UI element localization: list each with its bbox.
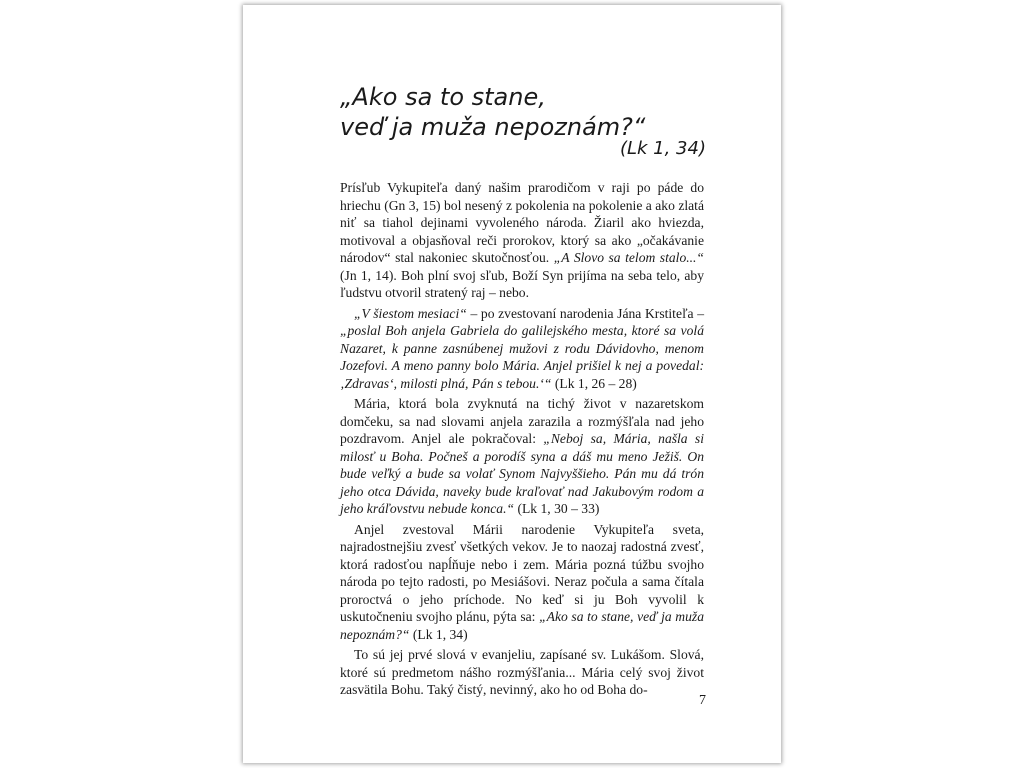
italic-text-run: „A Slovo sa telom stalo...“ bbox=[553, 250, 704, 265]
paragraph bbox=[340, 646, 704, 699]
chapter-title-line-1: „Ako sa to stane, bbox=[340, 83, 546, 111]
book-page bbox=[243, 5, 781, 763]
text-run: To sú jej prvé slová v evanjeliu, zapísané sv. Lukášom. Slová, ktoré sú predmetom nášho rozmýšľania... Mária celý svoj život zasvätila Bohu. Taký čistý, nevinný, ako ho od Boha do- bbox=[340, 647, 704, 697]
paragraph bbox=[340, 395, 704, 518]
italic-text-run: „V šiestom mesiaci“ bbox=[354, 305, 467, 321]
text-run: (Lk 1, 26 – 28) bbox=[551, 375, 637, 391]
text-run: (Jn 1, 14). Boh plní svoj sľub, Boží Syn prijíma na seba telo, aby ľudstvu otvoril stratený raj – nebo. bbox=[340, 267, 704, 300]
chapter-title-line-2: veď ja muža nepoznám?“ bbox=[340, 113, 646, 141]
chapter-reference: (Lk 1, 34) bbox=[619, 138, 706, 159]
text-run: – po zvestovaní narodenia Jána Krstiteľa – bbox=[466, 305, 704, 321]
body-text bbox=[340, 179, 704, 702]
italic-text-run: „Neboj sa, Mária, našla si milosť u Boha. Počneš a porodíš syna a dáš mu meno Ježiš. On bude veľký a bude sa volať Synom Najvyššieho. Pán mu dá trón jeho otca Dávida, naveky bude kraľovať nad Jakubovým rodom a jeho kráľovstvu nebude konca.“ bbox=[340, 431, 704, 516]
italic-text-run: „poslal Boh anjela Gabriela do galilejského mesta, ktoré sa volá Nazaret, k panne zasnúbenej mužovi z rodu Dávidovho, menom Jozefovi. A meno panny bolo Mária. Anjel prišiel k nej a povedal: ‚Zdravas‘, milosti plná, Pán s tebou.‘“ bbox=[340, 323, 704, 391]
text-run: Anjel zvestoval Márii narodenie Vykupiteľa sveta, najradostnejšiu zvesť všetkých vekov. Je to naozaj radostná zvesť, ktorá radosťou napĺňuje nebo i zem. Mária pozná túžbu svojho národa po tejto radosti, po Mesiášovi. Neraz počula a sama čítala proroctvá o jeho príchode. No keď si ju Boh vyvolil k uskutočneniu svojho plánu, pýta sa: bbox=[340, 521, 704, 624]
text-run: Prísľub Vykupiteľa daný našim prarodičom v raji po páde do hriechu (Gn 3, 15) bol nesený z pokolenia na pokolenie a ako zlatá niť sa tiahol dejinami vyvoleného národa. Žiaril ako hviezda, motivoval a objasňoval reči prorokov, ktorý sa ako „očakávanie národov“ stal nakoniec skutočnosťou. bbox=[340, 180, 704, 265]
paragraph bbox=[340, 521, 704, 644]
text-run: (Lk 1, 34) bbox=[409, 626, 468, 642]
chapter-title bbox=[340, 82, 645, 142]
text-run: Mária, ktorá bola zvyknutá na tichý život v nazaretskom domčeku, sa nad slovami anjela zarazila a rozmýšľala nad jeho pozdravom. Anjel ale pokračoval: bbox=[340, 396, 704, 446]
page-number: 7 bbox=[699, 693, 706, 708]
paragraph bbox=[340, 305, 704, 393]
text-run: (Lk 1, 30 – 33) bbox=[514, 501, 600, 516]
paragraph bbox=[340, 179, 704, 302]
italic-text-run: „Ako sa to stane, veď ja muža nepoznám?“ bbox=[340, 609, 705, 642]
